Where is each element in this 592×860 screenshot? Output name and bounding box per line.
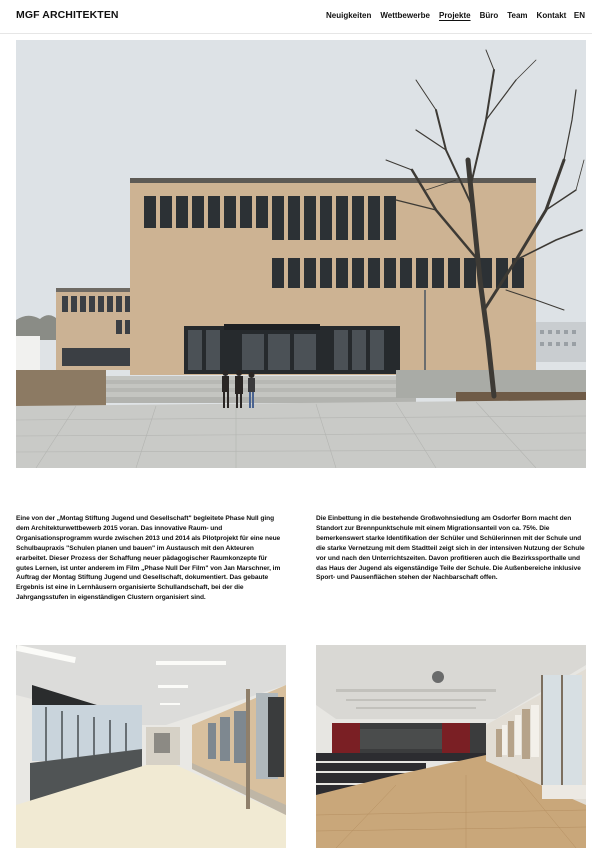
nav-item-wettbewerbe[interactable]: Wettbewerbe: [380, 11, 430, 20]
project-text-left: Eine von der „Montag Stiftung Jugend und Gesellschaft" begleitete Phase Null ging dem Architekturwettbewerb 2015 voran. Das innovative Raum- und Organisationsprogramm wurde zwischen 2013 und 2014 als Pilotprojekt für eine neue Schulbaupraxis "Schulen planen und bauen" im Austausch mit den Akteuren erarbeitet. Dieser Prozess der Schaffung neuer pädagogischer Raumkonzepte für gutes Lernen, ist unter anderem im Film „Phase Null Der Film" von Jan Marschner, im Auftrag der Montag Stiftung Jugend und Gesellschaft, dokumentiert. Das gebaute Ergebnis ist eine in Lernhäusern organisierte Schullandschaft, bei der die Jahrgangsstufen in eigenständigen Clustern organisiert sind.: [16, 515, 281, 602]
corridor-illustration: [16, 645, 286, 848]
hero-illustration: [16, 40, 586, 468]
nav-item-buero[interactable]: Büro: [479, 11, 499, 20]
gallery-image-corridor[interactable]: [16, 645, 286, 848]
language-switch[interactable]: EN: [573, 11, 585, 20]
site-header: [0, 0, 592, 34]
site-logo[interactable]: MGF ARCHITEKTEN: [16, 9, 119, 21]
auditorium-illustration: [316, 645, 586, 848]
nav-item-neuigkeiten[interactable]: Neuigkeiten: [326, 11, 372, 20]
nav-item-team[interactable]: Team: [507, 11, 528, 20]
main-nav: [326, 11, 575, 20]
hero-image[interactable]: [16, 40, 586, 468]
gallery-image-auditorium[interactable]: [316, 645, 586, 848]
nav-item-projekte[interactable]: Projekte: [438, 11, 471, 20]
nav-item-kontakt[interactable]: Kontakt: [536, 11, 567, 20]
project-text-right: Die Einbettung in die bestehende Großwohnsiedlung am Osdorfer Born macht den Standort zur Brennpunktschule mit einem Migrationsanteil von ca. 75%. Die bemerkenswert starke Identifikation der Schüler und Schülerinnen mit der Schule und die starke Vernetzung mit dem Stadtteil zeigt sich in der intensiven Nutzung der Schule vor und nach den Unterrichtszeiten. Davon profitieren auch die Bezirkssporthalle und das Haus der Jugend als eigenständige Teile der Schule. Die Außenbereiche inklusive Sport- und Pausenflächen stehen der Nachbarschaft offen.: [316, 515, 585, 582]
